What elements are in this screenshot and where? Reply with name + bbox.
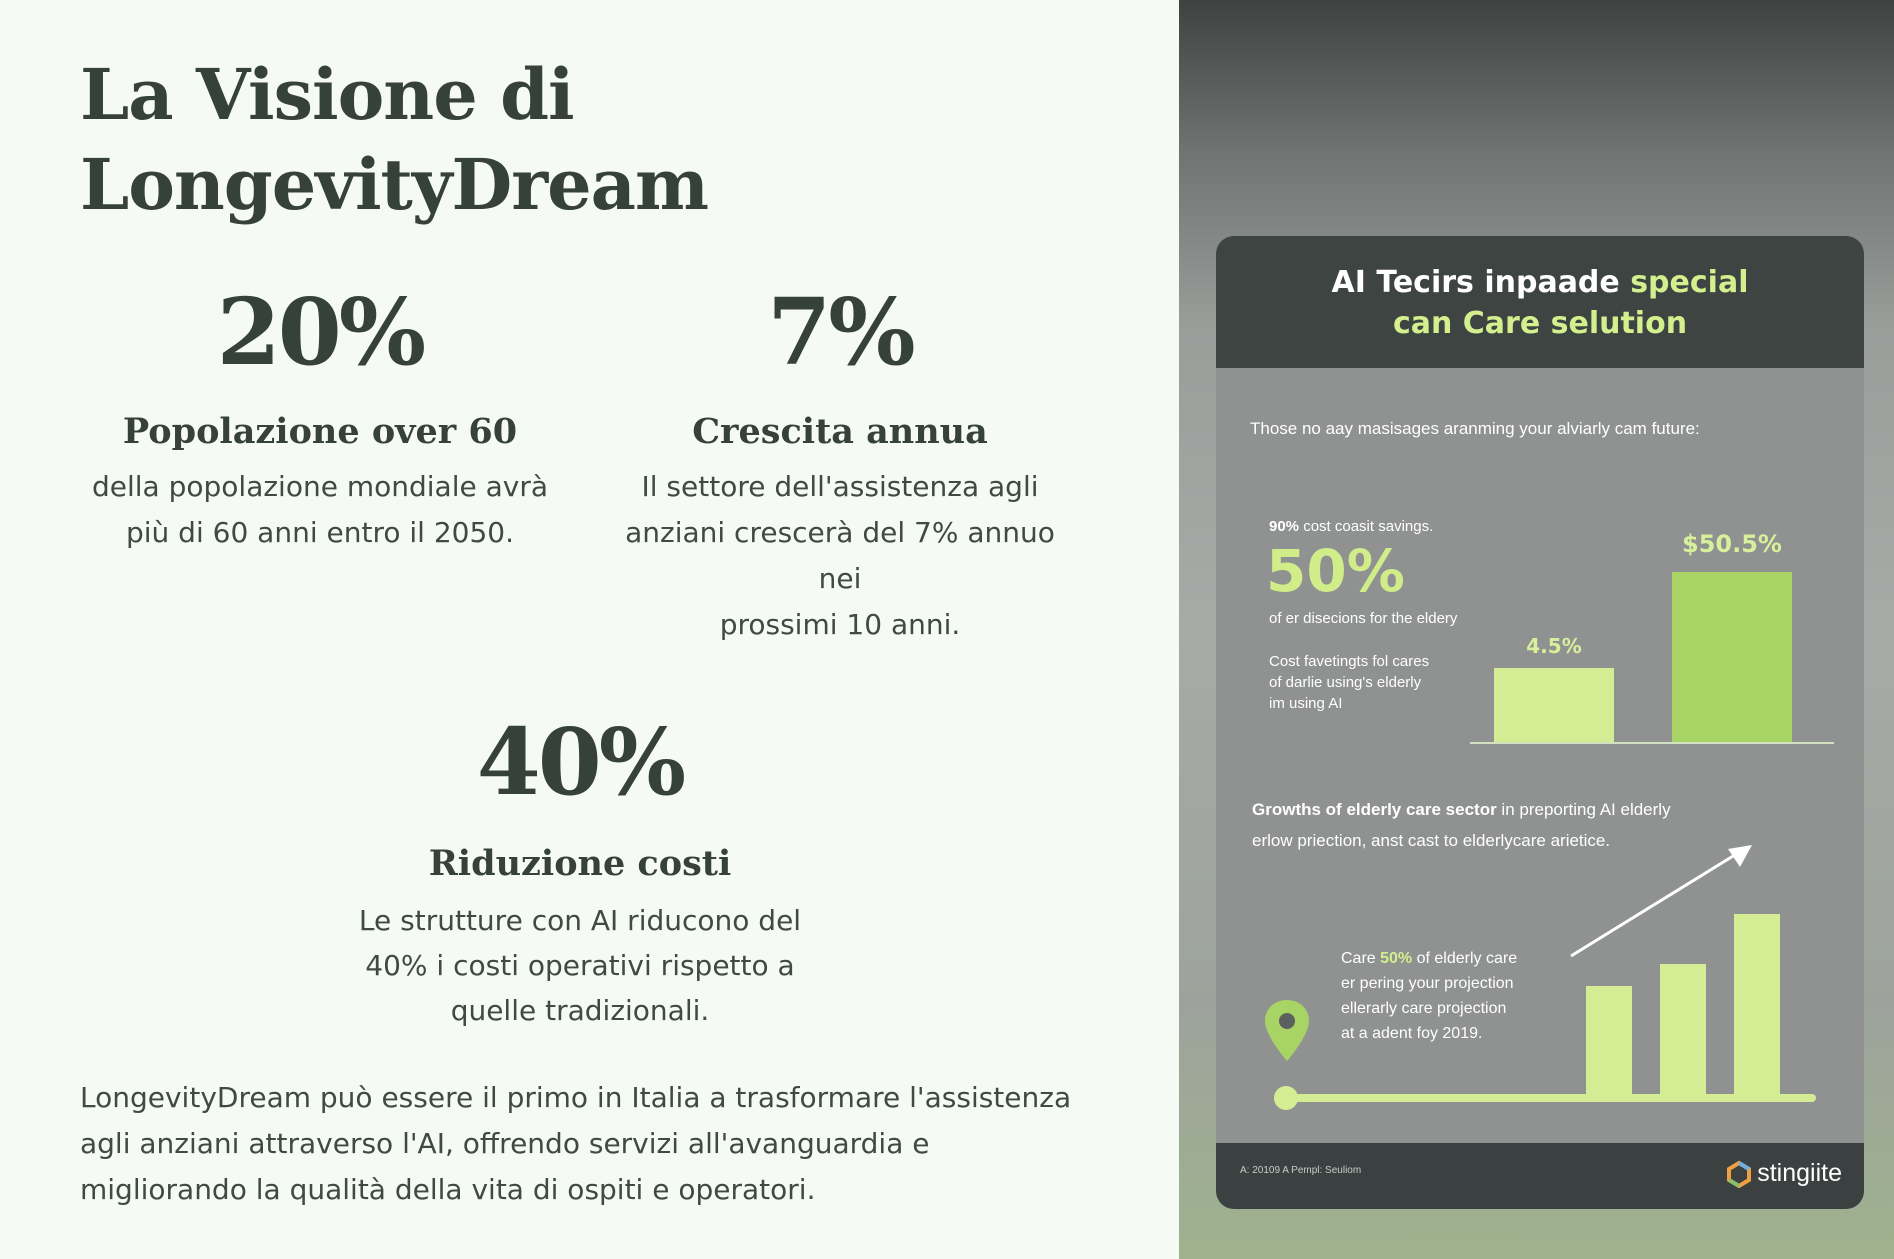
closing-line: migliorando la qualità della vita di ospiti e operatori. [80,1173,816,1206]
location-pin-icon [1262,998,1312,1064]
care-note-prefix: Care [1341,950,1381,967]
stat-description-line: 40% i costi operativi rispetto a [365,949,795,982]
trend-arrow-icon [1566,841,1756,961]
stat-description-line: anziani crescerà del 7% annuo nei [625,516,1055,595]
brand-name: stingiite [1757,1159,1842,1187]
care-note-line: er pering your projection [1341,975,1514,992]
care-note-highlight: 50% [1380,950,1413,967]
stat-description-line: Le strutture con AI riducono del [358,904,802,937]
infographic-title-plain: AI Tecirs inpaade [1331,265,1631,300]
cost-savings-bar [1672,572,1792,742]
infographic-footer [1216,1143,1864,1209]
page-title [80,50,708,230]
infographic-title-highlight: special [1630,265,1749,300]
savings-note-line: of darlie using's elderly [1269,674,1422,691]
stat-label: Riduzione costi [428,843,732,884]
copyright-text: A: 20109 A Pempl: Seuliom [1240,1165,1362,1176]
closing-line: agli anziani attraverso l'AI, offrendo servizi all'avanguardia e [80,1127,930,1160]
growth-timeline [1286,1094,1816,1102]
page-title-line1: La Visione di [80,53,574,136]
cost-savings-bar [1494,668,1614,742]
cost-savings-axis [1470,742,1834,744]
growth-bar [1586,986,1632,1094]
stat-value: 40% [476,708,684,816]
growth-caption-bold: Growths of elderly care sector [1252,800,1497,819]
growth-caption-rest: in preporting AI elderly [1496,800,1671,819]
savings-caption-rest: cost coasit savings. [1299,518,1434,535]
stat-description-line: Il settore dell'assistenza agli [641,470,1039,503]
cost-savings-bar-label: 4.5% [1526,634,1582,658]
stat-population [80,278,560,556]
stat-description [600,464,1080,648]
stat-growth [600,278,1080,648]
care-projection-note [1341,946,1571,1046]
care-note-rest: of elderly care [1412,950,1518,967]
stat-cost-reduction [330,708,830,1033]
infographic-title-line2: can Care selution [1392,306,1688,341]
savings-note [1269,651,1469,714]
growth-caption-line2: erlow priection, anst cast to elderlycare arietice. [1252,831,1611,850]
stat-description-line: più di 60 anni entro il 2050. [125,516,514,549]
savings-caption [1269,518,1433,535]
brand-logo-icon [1725,1160,1753,1188]
care-note-line: at a adent foy 2019. [1341,1025,1483,1042]
growth-bar [1734,914,1780,1094]
infographic-panel [1179,0,1894,1259]
page-title-line2: LongevityDream [80,143,709,226]
savings-big-value: 50% [1266,537,1405,605]
stat-value: 20% [216,278,424,386]
stat-description-line: della popolazione mondiale avrà [91,470,548,503]
stat-label: Crescita annua [692,411,988,452]
stat-description [80,464,560,556]
cost-savings-bar-label: $50.5% [1682,530,1782,558]
infographic-header [1216,236,1864,368]
stat-value: 7% [767,278,913,386]
savings-note-line: Cost favetingts fol cares [1269,653,1430,670]
savings-subtext: of er disecions for the eldery [1269,610,1458,627]
brand-logo [1725,1159,1842,1188]
stat-description-line: prossimi 10 anni. [719,608,961,641]
growth-bar [1660,964,1706,1094]
care-note-line [1341,946,1571,971]
stat-label: Popolazione over 60 [122,411,518,452]
closing-line: LongevityDream può essere il primo in Italia a trasformare l'assistenza [80,1081,1072,1114]
stat-description [330,898,830,1033]
timeline-start-dot [1274,1086,1298,1110]
infographic-title [1216,236,1864,344]
care-note-line: ellerarly care projection [1341,1000,1507,1017]
stat-description-line: quelle tradizionali. [450,994,710,1027]
closing-paragraph [80,1075,1100,1213]
savings-caption-bold: 90% [1269,518,1300,535]
infographic-card [1216,236,1864,1209]
infographic-intro: Those no aay masisages aranming your alviarly cam future: [1250,419,1700,438]
savings-note-line: im using AI [1269,695,1343,712]
